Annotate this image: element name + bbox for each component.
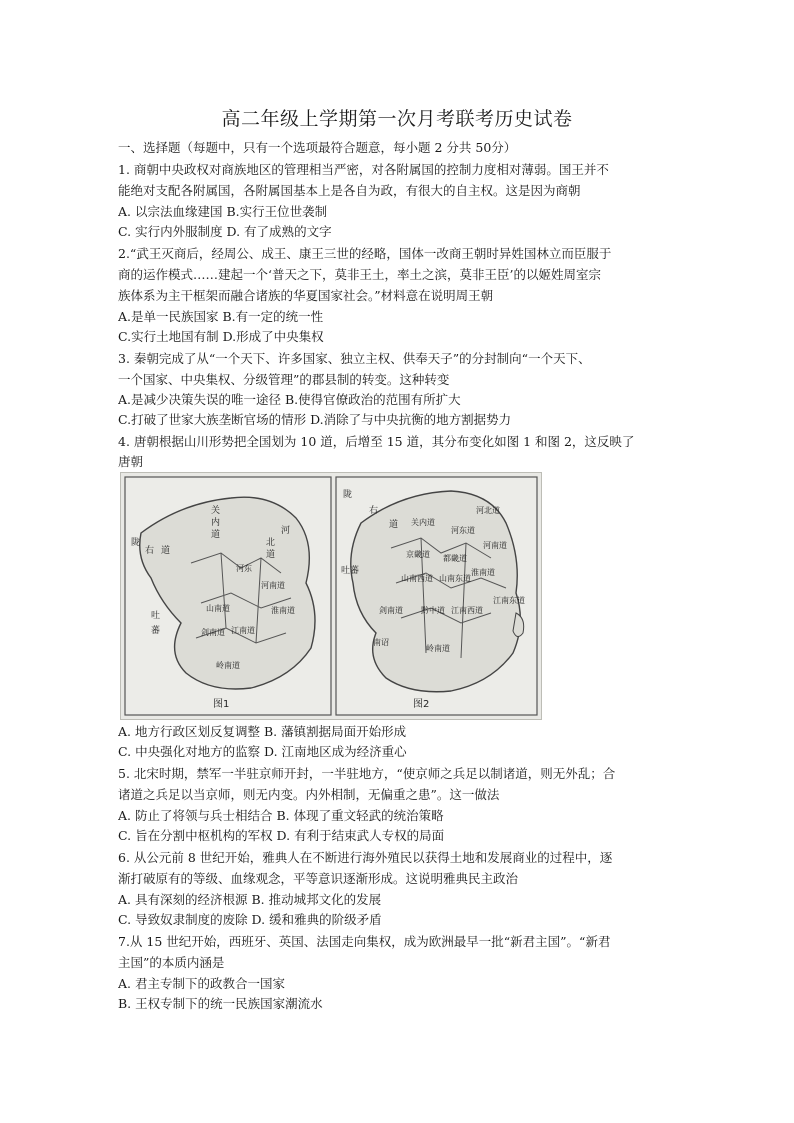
q2-stem-line3: 族体系为主干框架而融合诸族的华夏国家社会。”材料意在说明周王朝 (118, 288, 494, 303)
map2-label-9: 山南东道 (439, 574, 471, 583)
map2-label-13: 剑南道 (379, 606, 403, 615)
map1-label-11: 淮南道 (271, 606, 295, 615)
map1-label-1: 右 (145, 546, 155, 556)
q7-option-a: A. 君主专制下的政教合一国家 (118, 976, 285, 991)
map2-label-17: 吐蕃 (341, 566, 360, 576)
map1-label-5: 道 (211, 530, 221, 540)
q3-options-ab: A.是减少决策失误的唯一途径 B.使得官僚政治的范围有所扩大 (118, 392, 461, 407)
q5-options-ab: A. 防止了将领与兵士相结合 B. 体现了重文轻武的统治策略 (118, 808, 444, 823)
map2-label-7: 河北道 (476, 506, 500, 515)
map2-label-10: 山南西道 (401, 574, 433, 583)
map1-caption: 图1 (213, 699, 230, 710)
map1-label-8: 道 (266, 550, 276, 560)
map2-label-4: 京畿道 (406, 550, 430, 559)
map1-label-13: 江南道 (231, 626, 255, 635)
map2-label-12: 江南东道 (493, 596, 525, 605)
q2-stem-line1: 2.“武王灭商后，经周公、成王、康王三世的经略，国体一改商王朝时异姓国林立而臣服于 (118, 246, 612, 261)
map2-label-8: 河南道 (483, 541, 507, 550)
map2-label-6: 河东道 (451, 526, 475, 535)
q7-option-b: B. 王权专制下的统一民族国家潮流水 (118, 996, 323, 1011)
map2-label-3: 关内道 (411, 518, 435, 527)
map1-label-14: 剑南道 (201, 628, 225, 637)
q6-options-cd: C. 导致奴隶制度的废除 D. 缓和雅典的阶级矛盾 (118, 912, 382, 927)
q1-stem-line1: 1. 商朝中央政权对商族地区的管理相当严密，对各附属国的控制力度相对薄弱。国王并不 (118, 162, 609, 177)
q7-stem-line2: 主国”的本质内涵是 (118, 955, 225, 970)
map-figure-2 (336, 477, 537, 715)
q5-stem-line2: 诸道之兵足以当京师，则无内变。内外相制，无偏重之患”。这一做法 (118, 787, 500, 802)
q2-stem-line2: 商的运作模式……建起一个‘普天之下，莫非王土，率土之滨，莫非王臣’的以姬姓周室宗 (118, 267, 601, 282)
tang-circuits-maps (120, 472, 542, 720)
q3-stem-line1: 3. 秦朝完成了从“一个天下、许多国家、独立主权、供奉天子”的分封制向“一个天下、 (118, 351, 591, 366)
map2-caption: 图2 (413, 699, 430, 710)
map2-label-0: 陇 (343, 490, 353, 500)
map2-label-18: 南诏 (373, 638, 389, 647)
map1-label-2: 道 (161, 546, 171, 556)
q3-stem-line2: 一个国家、中央集权、分级管理”的郡县制的转变。这种转变 (118, 372, 450, 387)
map1-label-6: 河 (281, 526, 291, 536)
map2-label-11: 淮南道 (471, 568, 495, 577)
map1-label-15: 岭南道 (216, 661, 240, 670)
map-figure-1 (125, 477, 331, 715)
q1-stem-line2: 能绝对支配各附属国，各附属国基本上是各自为政，有很大的自主权。这是因为商朝 (118, 183, 581, 198)
q2-options-ab: A.是单一民族国家 B.有一定的统一性 (118, 309, 324, 324)
map2-label-15: 江南西道 (451, 606, 483, 615)
q5-options-cd: C. 旨在分割中枢机构的军权 D. 有利于结束武人专权的局面 (118, 828, 445, 843)
q6-stem-line1: 6. 从公元前 8 世纪开始，雅典人在不断进行海外殖民以获得土地和发展商业的过程中，逐 (118, 850, 613, 865)
map1-label-7: 北 (266, 538, 276, 548)
map2-label-14: 黔中道 (421, 606, 445, 615)
map1-label-9: 河东 (236, 564, 252, 573)
map2-label-1: 右 (369, 506, 379, 516)
map1-label-16: 吐 (151, 611, 161, 621)
map2-label-16: 岭南道 (426, 644, 450, 653)
map1-label-4: 内 (211, 518, 221, 528)
q7-stem-line1: 7.从 15 世纪开始，西班牙、英国、法国走向集权，成为欧洲最早一批“新君主国”。“新君 (118, 934, 611, 949)
q6-options-ab: A. 具有深刻的经济根源 B. 推动城邦文化的发展 (118, 892, 382, 907)
q3-options-cd: C.打破了世家大族垄断官场的情形 D.消除了与中央抗衡的地方割据势力 (118, 412, 512, 427)
q1-options-cd: C. 实行内外服制度 D. 有了成熟的文字 (118, 224, 332, 239)
map1-label-12: 山南道 (206, 604, 230, 613)
q2-options-cd: C.实行土地国有制 D.形成了中央集权 (118, 329, 324, 344)
map1-label-3: 关 (211, 506, 221, 516)
q4-stem-line1: 4. 唐朝根据山川形势把全国划为 10 道，后增至 15 道，其分布变化如图 1 和图 2，这反映了 (118, 434, 635, 449)
q4-options-ab: A. 地方行政区划反复调整 B. 藩镇割据局面开始形成 (118, 724, 407, 739)
map2-label-5: 都畿道 (443, 554, 467, 563)
q1-options-ab: A. 以宗法血缘建国 B.实行王位世袭制 (118, 204, 328, 219)
map1-label-17: 蕃 (151, 626, 161, 636)
page-title: 高二年级上学期第一次月考联考历史试卷 (221, 108, 573, 130)
map1-label-10: 河南道 (261, 581, 285, 590)
q6-stem-line2: 渐打破原有的等级、血缘观念，平等意识逐渐形成。这说明雅典民主政治 (118, 871, 519, 886)
q4-options-cd: C. 中央强化对地方的监察 D. 江南地区成为经济重心 (118, 744, 407, 759)
section-heading: 一、选择题（每题中，只有一个选项最符合题意，每小题 2 分共 50分） (118, 140, 517, 155)
map1-label-0: 陇 (131, 538, 141, 548)
q5-stem-line1: 5. 北宋时期，禁军一半驻京师开封，一半驻地方，“使京师之兵足以制诸道，则无外乱；合 (118, 766, 616, 781)
q4-stem-line2: 唐朝 (118, 454, 144, 469)
map2-label-2: 道 (389, 520, 399, 530)
